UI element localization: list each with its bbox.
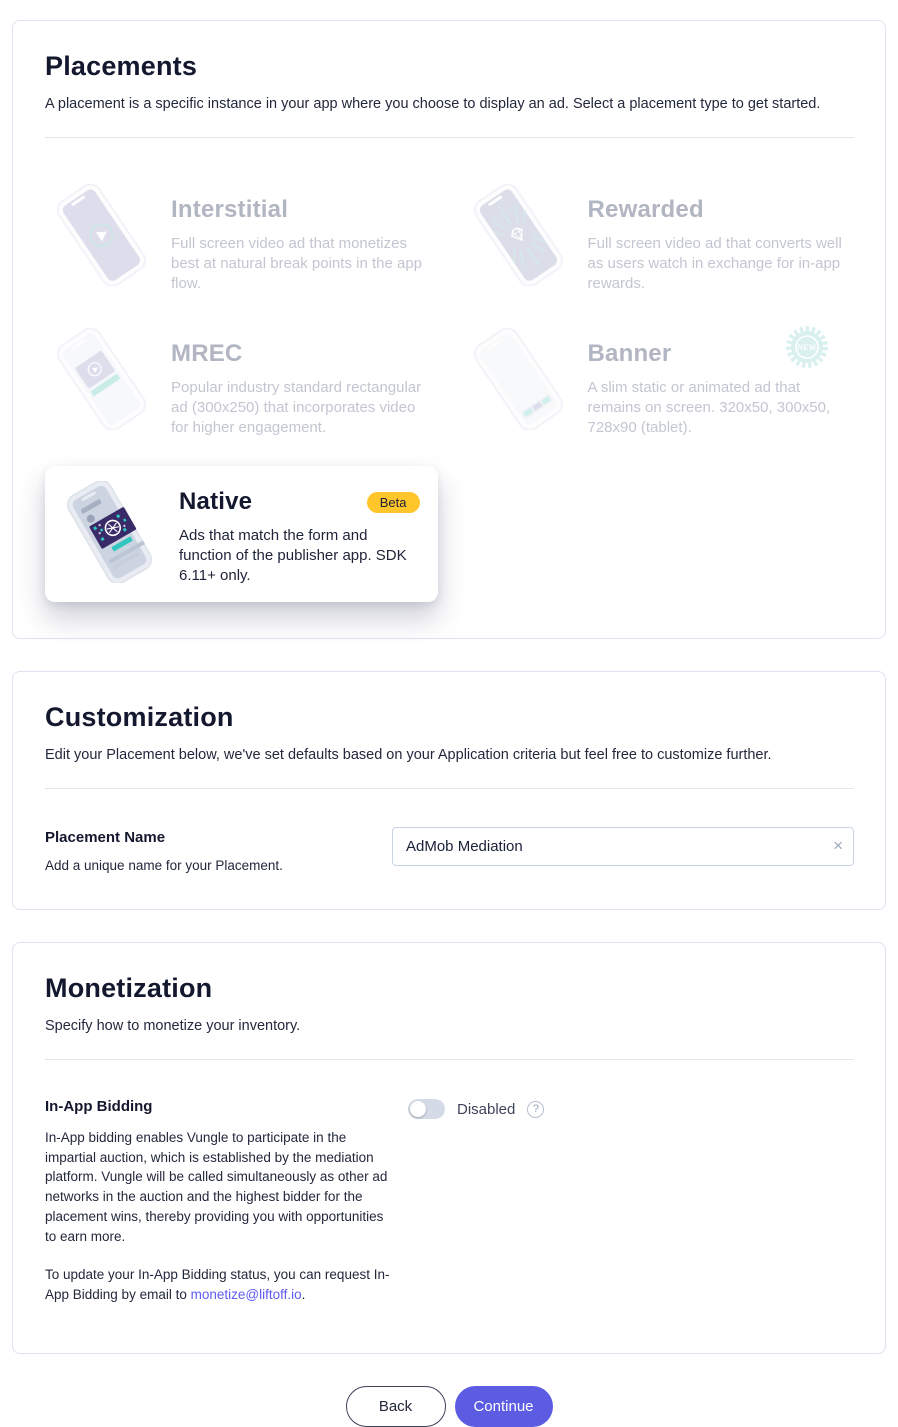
banner-phone-icon bbox=[462, 328, 580, 430]
option-description: Popular industry standard rectangular ad (300x250) that incorporates video for higher engagement. bbox=[171, 378, 422, 437]
placement-name-row bbox=[45, 827, 854, 873]
divider bbox=[45, 1059, 854, 1060]
back-button[interactable]: Back bbox=[346, 1386, 446, 1427]
option-title: Banner bbox=[587, 339, 672, 367]
in-app-bidding-row bbox=[45, 1098, 854, 1306]
placement-option-interstitial[interactable] bbox=[45, 178, 438, 300]
continue-button[interactable]: Continue bbox=[455, 1386, 553, 1427]
placement-option-native[interactable] bbox=[45, 466, 438, 602]
placement-option-mrec[interactable] bbox=[45, 322, 438, 444]
clear-input-icon[interactable]: × bbox=[833, 836, 843, 856]
placement-name-input[interactable] bbox=[392, 827, 854, 866]
placements-card bbox=[12, 20, 886, 639]
monetization-subtitle: Specify how to monetize your inventory. bbox=[45, 1017, 301, 1034]
placements-subtitle: A placement is a specific instance in your app where you choose to display an ad. Select a placement type to get started. bbox=[45, 96, 821, 112]
in-app-bidding-description: In-App bidding enables Vungle to participate in the impartial auction, which is established by the mediation platform. Vungle will be called simultaneously as other ad networks in the auction and the highest bidder for the placement wins, thereby providing you with opportunities to earn more. bbox=[45, 1129, 388, 1245]
mrec-phone-icon bbox=[45, 328, 163, 430]
new-badge bbox=[784, 324, 830, 370]
option-description: Full screen video ad that monetizes best at natural break points in the app flow. bbox=[171, 234, 423, 292]
toggle-knob bbox=[410, 1101, 426, 1117]
placements-title: Placements bbox=[45, 51, 198, 81]
monetize-email-link[interactable]: monetize@liftoff.io bbox=[190, 1287, 302, 1303]
option-title: Interstitial bbox=[171, 195, 289, 223]
customization-card bbox=[12, 671, 886, 910]
in-app-bidding-label: In-App Bidding bbox=[45, 1097, 153, 1115]
native-phone-icon bbox=[53, 481, 171, 583]
rewarded-phone-icon bbox=[462, 184, 580, 286]
option-description: Full screen video ad that converts well as users watch in exchange for in-app rewards. bbox=[587, 234, 842, 292]
option-title: Native bbox=[179, 488, 253, 516]
placement-option-rewarded[interactable] bbox=[462, 178, 855, 300]
footer-actions bbox=[0, 1386, 898, 1427]
placement-name-label: Placement Name bbox=[45, 828, 166, 846]
option-title: Rewarded bbox=[587, 195, 704, 223]
monetization-title: Monetization bbox=[45, 972, 213, 1003]
placement-option-banner[interactable] bbox=[462, 322, 855, 444]
option-description: A slim static or animated ad that remains on screen. 320x50, 300x50, 728x90 (tablet). bbox=[587, 378, 831, 437]
new-badge-label: NEW bbox=[797, 342, 817, 352]
monetization-card bbox=[12, 942, 886, 1354]
customization-subtitle: Edit your Placement below, we've set defaults based on your Application criteria but feel free to customize further. bbox=[45, 747, 772, 764]
customization-title: Customization bbox=[45, 702, 234, 733]
option-description: Ads that match the form and function of the publisher app. SDK 6.11+ only. bbox=[179, 527, 407, 585]
beta-badge: Beta bbox=[367, 492, 420, 513]
divider bbox=[45, 788, 854, 789]
help-icon[interactable]: ? bbox=[527, 1101, 544, 1118]
option-title: MREC bbox=[171, 339, 243, 367]
divider bbox=[45, 137, 854, 138]
placement-options-grid bbox=[45, 178, 854, 603]
placement-name-help: Add a unique name for your Placement. bbox=[45, 857, 283, 873]
toggle-status-label: Disabled bbox=[457, 1100, 516, 1118]
interstitial-phone-icon bbox=[45, 184, 163, 286]
in-app-bidding-request-text: To update your In-App Bidding status, you can request In-App Bidding by email to monetize@liftoff.io. bbox=[45, 1267, 390, 1303]
in-app-bidding-toggle[interactable] bbox=[408, 1099, 445, 1119]
